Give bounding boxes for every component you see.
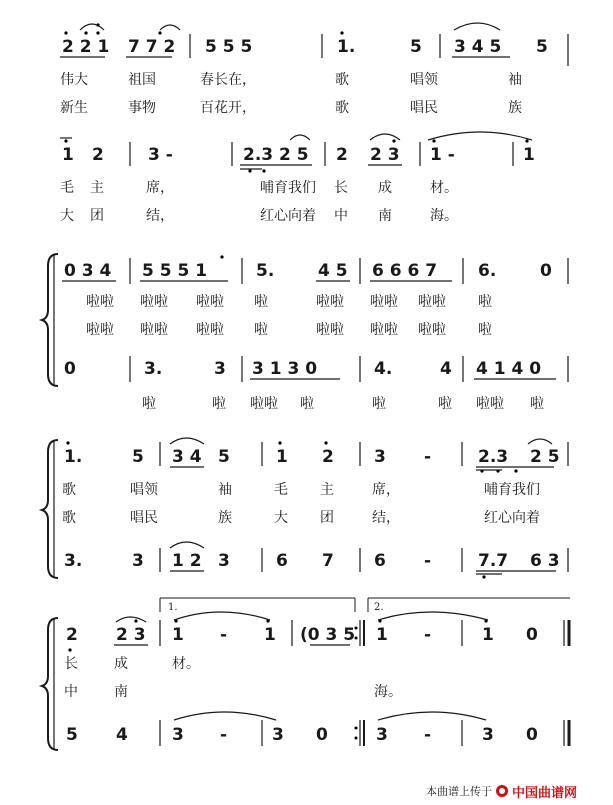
note-group: 3 <box>132 551 144 571</box>
footer-text: 本曲谱上传于 <box>426 785 492 798</box>
site-name[interactable]: 中国曲谱网 <box>512 785 578 801</box>
lyric: 中 <box>64 684 78 700</box>
note-group: 6 6 6 7 <box>372 261 438 281</box>
lyric: 祖国 <box>128 72 156 88</box>
note-group: 1 <box>172 625 184 645</box>
lyric: 材。 <box>430 180 458 196</box>
note-group: 5 5 5 1 <box>142 261 208 281</box>
lyric: 长 <box>334 180 348 196</box>
lyric: 啦 <box>254 322 268 338</box>
note-group: 3. <box>144 359 163 379</box>
note-group: 5 <box>410 37 422 57</box>
lyric: 啦啦 <box>86 322 114 338</box>
lyric: 袖 <box>218 482 232 498</box>
lyric: 主 <box>320 482 334 498</box>
note-group: 2 3 <box>370 145 400 165</box>
lyric: 啦啦 <box>196 294 224 310</box>
source-footer <box>426 780 611 802</box>
lyric: 唱领 <box>410 72 438 88</box>
lyric: 毛 <box>274 482 288 498</box>
note-group: 2 <box>322 447 334 467</box>
note-group: 1 <box>376 625 388 645</box>
lyric: 南 <box>378 208 392 224</box>
note-group: 2.3 <box>478 447 509 467</box>
lyric: 歌 <box>62 510 76 526</box>
note-group: 0 <box>540 261 552 281</box>
lyric: 啦啦 <box>370 322 398 338</box>
system-4 <box>42 438 568 579</box>
lyric: 啦 <box>142 396 156 412</box>
lyric: 南 <box>114 684 128 700</box>
lyric: 啦 <box>438 396 452 412</box>
note-group: 3 1 3 0 <box>252 359 318 379</box>
note-group: 4 <box>440 359 452 379</box>
note-group: 1 <box>264 625 276 645</box>
system-2 <box>60 132 535 224</box>
note-group: 4 5 <box>318 261 348 281</box>
note-group: 6 <box>374 551 386 571</box>
note-group: 0 <box>316 725 328 745</box>
note-group: 3 <box>218 551 230 571</box>
lyric: 歌 <box>62 482 76 498</box>
system-5 <box>42 598 570 750</box>
note-group: 5 <box>66 725 78 745</box>
note-group: 1. <box>337 37 356 57</box>
note-group: 3 - <box>148 145 173 165</box>
note-group: 1 - <box>430 145 455 165</box>
lyric: 长 <box>64 656 78 672</box>
note-group: 7 <box>322 551 334 571</box>
note-group: 2 5 <box>530 447 560 467</box>
lyric: 啦啦 <box>316 294 344 310</box>
lyric: 啦啦 <box>250 396 278 412</box>
lyric: 啦啦 <box>316 322 344 338</box>
lyric: 中 <box>334 208 348 224</box>
note-group: 2 <box>92 145 104 165</box>
note-group: 6 3 <box>530 551 560 571</box>
lyric: 团 <box>320 510 334 526</box>
lyric: 啦啦 <box>418 294 446 310</box>
lyric: 春长在， <box>200 72 256 88</box>
lyric: 啦啦 <box>476 396 504 412</box>
lyric: 红心向着 <box>484 510 540 526</box>
note-group: - <box>220 725 228 745</box>
lyric: 席， <box>146 180 174 196</box>
note-group: 3 <box>272 725 284 745</box>
lyric: 啦 <box>530 396 544 412</box>
lyric: 结， <box>372 510 400 526</box>
note-group: - <box>424 551 432 571</box>
note-group: 3 4 5 <box>454 37 502 57</box>
lyric: 哺育我们 <box>260 180 316 196</box>
note-group: 2 3 <box>116 625 146 645</box>
lyric: 席， <box>372 482 400 498</box>
volta-1-label: 1. <box>168 602 178 613</box>
lyric: 成 <box>114 656 128 672</box>
note-group: 4 <box>116 725 128 745</box>
lyric: 啦 <box>212 396 226 412</box>
note-group: 4. <box>374 359 393 379</box>
site-logo-icon <box>496 785 508 797</box>
note-group: 1 <box>523 145 535 165</box>
lyric: 海。 <box>430 208 458 224</box>
lyric: 歌 <box>335 72 349 88</box>
lyric: 啦 <box>254 294 268 310</box>
lyric: 族 <box>218 510 232 526</box>
lyric: 唱民 <box>410 100 438 116</box>
note-group: 5 <box>218 447 230 467</box>
note-group: 3 <box>214 359 226 379</box>
lyric: 族 <box>508 100 522 116</box>
lyric: 啦啦 <box>196 322 224 338</box>
note-group: 7 7 2 <box>128 37 176 57</box>
lyric: 海。 <box>374 684 402 700</box>
note-group: 1 <box>62 145 74 165</box>
lyric: 结， <box>146 208 174 224</box>
note-group: 6. <box>478 261 497 281</box>
lyric: 唱领 <box>130 482 158 498</box>
note-group: 3 <box>374 447 386 467</box>
lyric: 唱民 <box>130 510 158 526</box>
note-group: 3 <box>376 725 388 745</box>
note-group: 2.3 2 5 <box>243 145 309 165</box>
svg-text:5: 5 <box>536 37 548 57</box>
lyric: 啦 <box>478 322 492 338</box>
note-group: 5 5 5 <box>205 37 253 57</box>
lyric: 啦啦 <box>370 294 398 310</box>
lyric: 歌 <box>335 100 349 116</box>
volta-2-label: 2. <box>374 602 384 613</box>
note-group: 1. <box>64 447 83 467</box>
lyric: 啦 <box>372 396 386 412</box>
note-group: 3 <box>482 725 494 745</box>
note-group: - <box>424 625 432 645</box>
note-group: 1 2 <box>172 551 202 571</box>
lyric: 大 <box>274 510 288 526</box>
lyric: 袖 <box>508 72 522 88</box>
lyric: 啦啦 <box>140 294 168 310</box>
note-group: 1 <box>276 447 288 467</box>
lyric: 大 <box>60 208 74 224</box>
lyric: 啦啦 <box>86 294 114 310</box>
note-group: 4 1 4 0 <box>476 359 542 379</box>
note-group: 0 <box>526 625 538 645</box>
note-group: (0 3 5 <box>300 625 356 645</box>
note-group: 5 <box>132 447 144 467</box>
note-group: 2 2 1 <box>62 37 110 57</box>
note-group: 7.7 <box>478 551 509 571</box>
lyric: 啦 <box>300 396 314 412</box>
lyric: 伟大 <box>60 72 88 88</box>
note-group: 0 <box>526 725 538 745</box>
note-group: - <box>424 725 432 745</box>
note-group: 1 <box>482 625 494 645</box>
lyric: 主 <box>90 180 104 196</box>
lyric: 成 <box>378 180 392 196</box>
lyric: 红心向着 <box>260 208 316 224</box>
lyric: 团 <box>90 208 104 224</box>
lyric: 哺育我们 <box>484 482 540 498</box>
lyric: 啦啦 <box>140 322 168 338</box>
note-group: 0 <box>64 359 76 379</box>
note-group: 0 3 4 <box>64 261 112 281</box>
lyric: 啦啦 <box>418 322 446 338</box>
note-group: - <box>220 625 228 645</box>
lyric: 毛 <box>60 180 74 196</box>
system-3 <box>42 254 568 412</box>
lyric: 新生 <box>60 100 88 116</box>
note-group: 3 4 <box>172 447 202 467</box>
note-group: 2 <box>336 145 348 165</box>
note-group: 2 <box>66 625 78 645</box>
note-group: 6 <box>276 551 288 571</box>
note-group: - <box>424 447 432 467</box>
note-group: 5. <box>256 261 275 281</box>
lyric: 材。 <box>172 656 200 672</box>
lyric: 百花开， <box>200 100 256 116</box>
note-group: 3 <box>172 725 184 745</box>
lyric: 事物 <box>128 100 156 116</box>
note-group: 3. <box>64 551 83 571</box>
system-1 <box>60 23 568 116</box>
lyric: 啦 <box>478 294 492 310</box>
